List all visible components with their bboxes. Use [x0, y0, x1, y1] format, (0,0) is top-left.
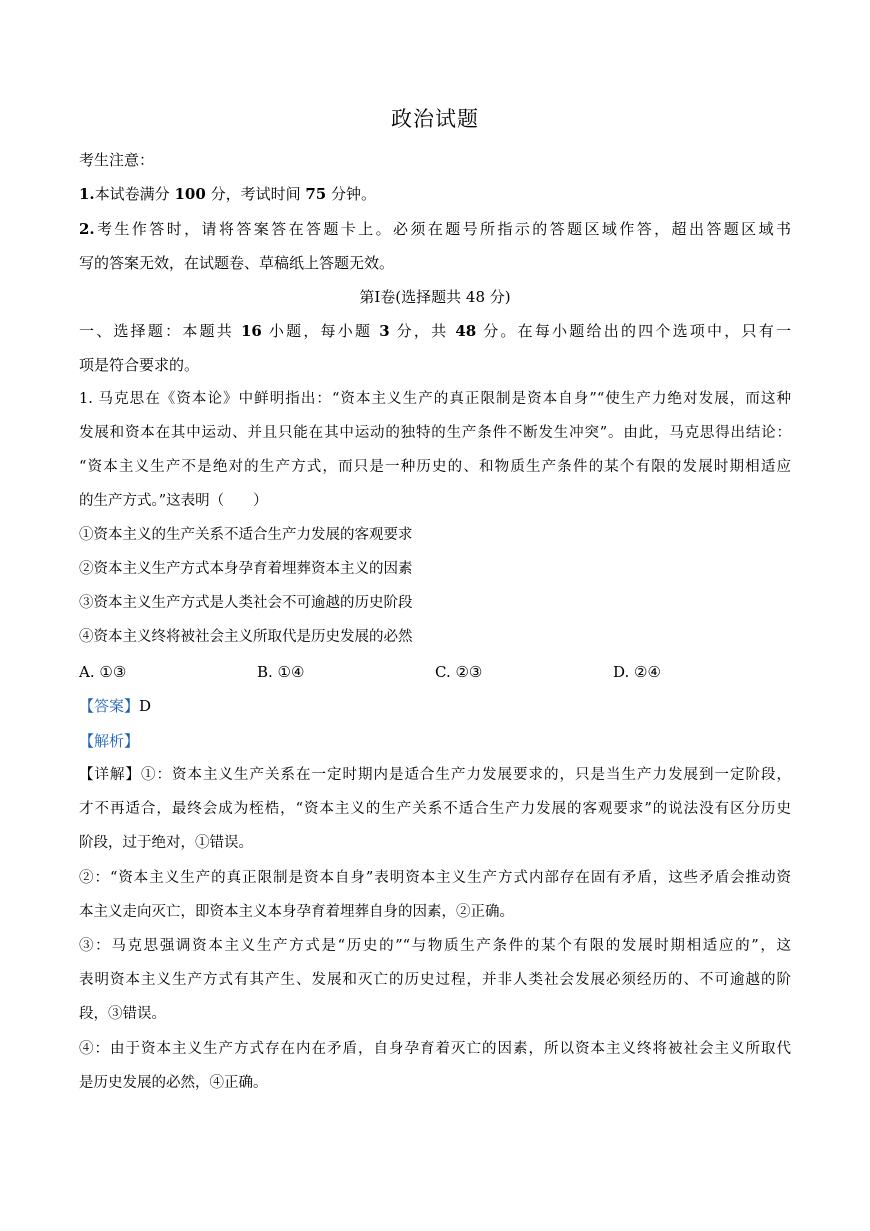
points-each-value: 3 [379, 322, 390, 340]
section-intro-text-d: 分。在每小题给出的四个选项中，只有一 [483, 322, 791, 340]
option-c: C. ②③ [435, 663, 483, 681]
full-score-value: 100 [174, 185, 206, 203]
statement-1: ①资本主义的生产关系不适合生产力发展的客观要求 [79, 527, 413, 543]
notice-item-2-line-1 [79, 218, 791, 240]
question-1-stem-line-1: 1. 马克思在《资本论》中鲜明指出：“资本主义生产的真正限制是资本自身”“使生产力绝对发展，而这种 [79, 391, 791, 407]
notice-heading: 考生注意： [79, 151, 155, 169]
option-d: D. ②④ [613, 663, 661, 681]
exam-time-value: 75 [305, 185, 327, 203]
answer-label: 【答案】 [79, 697, 140, 715]
notice-item-1 [79, 183, 791, 205]
answer-line [79, 695, 791, 717]
section-intro-text-b: 小题，每小题 [268, 322, 373, 340]
question-1-stem-line-4: 的生产方式。”这表明（ ） [79, 493, 268, 509]
question-1-stem-line-2: 发展和资本在其中运动、并且只能在其中运动的独特的生产条件不断发生冲突”。由此，马克思得出结论： [79, 425, 791, 441]
notice-item-1-text-c: 分钟。 [331, 185, 377, 203]
answer-value: D [139, 697, 152, 715]
detail-4-line-1: ④：由于资本主义生产方式存在内在矛盾，自身孕育着灭亡的因素，所以资本主义终将被社会主义所取代 [79, 1041, 791, 1057]
notice-item-1-number: 1. [79, 185, 95, 203]
points-total-value: 48 [455, 322, 477, 340]
option-a: A. ①③ [79, 663, 127, 681]
detail-2-line-1: ②：“资本主义生产的真正限制是资本自身”表明资本主义生产方式内部存在固有矛盾，这些矛盾会推动资 [79, 870, 791, 886]
analysis-label: 【解析】 [79, 732, 140, 750]
detail-1-line-1 [79, 764, 791, 786]
detail-3-line-3: 段，③错误。 [79, 1006, 166, 1022]
detail-label: 【详解】 [79, 767, 141, 783]
question-1-stem-line-3: “资本主义生产不是绝对的生产方式，而只是一种历史的、和物质生产条件的某个有限的发展时期相适应 [79, 459, 791, 475]
notice-item-1-text-b: 分，考试时间 [210, 185, 301, 203]
option-b: B. ①④ [257, 663, 305, 681]
detail-1-line-3: 阶段，过于绝对，①错误。 [79, 835, 253, 851]
detail-4-line-2: 是历史发展的必然，④正确。 [79, 1075, 268, 1091]
section-title: 第Ⅰ卷(选择题共 48 分) [359, 288, 511, 306]
section-intro-line-1 [79, 320, 791, 342]
notice-item-1-text-a: 本试卷满分 [94, 185, 170, 203]
detail-3-line-2: 表明资本主义生产方式有其产生、发展和灭亡的历史过程，并非人类社会发展必须经历的、不可逾越的阶 [79, 972, 791, 988]
page-title: 政治试题 [391, 107, 479, 131]
detail-1-line-2: 才不再适合，最终会成为桎梏，“资本主义的生产关系不适合生产力发展的客观要求”的说法没有区分历史 [79, 801, 791, 817]
section-intro-text-c: 分，共 [396, 322, 449, 340]
detail-1-text: ①：资本主义生产关系在一定时期内是适合生产力发展要求的，只是当生产力发展到一定阶段， [141, 767, 791, 783]
question-count-value: 16 [241, 322, 262, 340]
notice-item-2-line-2: 写的答案无效，在试题卷、草稿纸上答题无效。 [79, 254, 395, 272]
statement-3: ③资本主义生产方式是人类社会不可逾越的历史阶段 [79, 595, 413, 611]
statement-4: ④资本主义终将被社会主义所取代是历史发展的必然 [79, 629, 413, 645]
statement-2: ②资本主义生产方式本身孕育着埋葬资本主义的因素 [79, 561, 413, 577]
notice-item-2-text: 考生作答时，请将答案答在答题卡上。必须在题号所指示的答题区域作答，超出答题区域书 [94, 220, 791, 238]
section-intro-line-2: 项是符合要求的。 [79, 356, 200, 374]
detail-2-line-2: 本主义走向灭亡，即资本主义本身孕育着埋葬自身的因素，②正确。 [79, 904, 514, 920]
notice-item-2-number: 2. [79, 220, 95, 238]
detail-3-line-1: ③：马克思强调资本主义生产方式是“历史的”“与物质生产条件的某个有限的发展时期相适应的”，这 [79, 938, 791, 954]
section-intro-text-a: 一、选择题：本题共 [79, 322, 234, 340]
